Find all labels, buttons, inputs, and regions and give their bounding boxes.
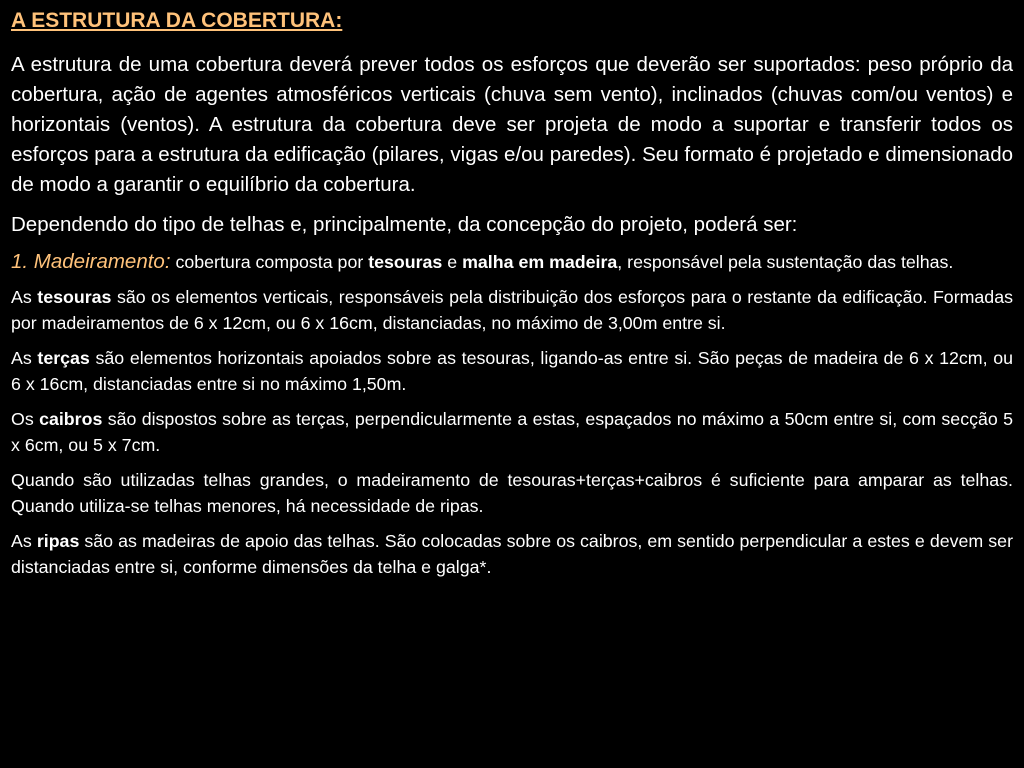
caibros-paragraph: [11, 406, 1013, 459]
tercas-pre: As: [11, 347, 38, 368]
tesouras-paragraph: [11, 284, 1013, 337]
tercas-term: terças: [37, 347, 90, 368]
quando-paragraph: Quando são utilizadas telhas grandes, o madeiramento de tesouras+terças+caibros é suficiente para amparar as telhas. Quando utiliza-se telhas menores, há necessidade de ripas.: [11, 469, 1013, 516]
tesouras-term: tesouras: [37, 286, 112, 307]
dependendo-paragraph: Dependendo do tipo de telhas e, principalmente, da concepção do projeto, poderá ser:: [11, 213, 798, 236]
caibros-pre: Os: [11, 408, 40, 429]
ripas-paragraph: [11, 528, 1013, 581]
item-madeiramento-text-a: cobertura composta por: [170, 252, 369, 272]
item-madeiramento-text-b: e: [442, 252, 463, 272]
ripas-pre: As: [11, 530, 37, 551]
tercas-paragraph: [11, 345, 1013, 398]
item-madeiramento-bold-tesouras: tesouras: [368, 252, 443, 272]
ripas-term: ripas: [36, 530, 80, 551]
caibros-text: são dispostos sobre as terças, perpendicularmente a estas, espaçados no máximo a 50cm entre si, com secção 5 x 6cm, ou 5 x 7cm.: [11, 408, 1013, 455]
tesouras-text: são os elementos verticais, responsáveis pela distribuição dos esforços para o restante da edificação. Formadas por madeiramentos de 6 x 12cm, ou 6 x 16cm, distanciadas, no máximo de 3,00m entre si.: [11, 286, 1013, 333]
slide-title: A ESTRUTURA DA COBERTURA:: [11, 9, 343, 32]
item-madeiramento-bold-malha: malha em madeira: [462, 252, 618, 272]
item-madeiramento-text-c: , responsável pela sustentação das telhas.: [617, 252, 954, 272]
tercas-text: são elementos horizontais apoiados sobre as tesouras, ligando-as entre si. São peças de madeira de 6 x 12cm, ou 6 x 16cm, distanciadas entre si no máximo 1,50m.: [11, 347, 1013, 394]
ripas-text: são as madeiras de apoio das telhas. São colocadas sobre os caibros, em sentido perpendicular a estes e devem ser distanciadas entre si, conforme dimensões da telha e galga*.: [11, 530, 1013, 577]
tesouras-pre: As: [11, 286, 38, 307]
item-madeiramento-label: 1. Madeiramento:: [11, 250, 171, 273]
item-madeiramento: [11, 249, 1013, 276]
intro-paragraph: A estrutura de uma cobertura deverá prever todos os esforços que deverão ser suportados: peso próprio da cobertura, ação de agentes atmosféricos verticais (chuva sem vento), inclinados (chuvas com/ou ventos) e horizontais (ventos). A estrutura da cobertura deve ser projeta de modo a suportar e transferir todos os esforços para a estrutura da edificação (pilares, vigas e/ou paredes). Seu formato é projetado e dimensionado de modo a garantir o equilíbrio da cobertura.: [11, 53, 1013, 196]
caibros-term: caibros: [39, 408, 103, 429]
